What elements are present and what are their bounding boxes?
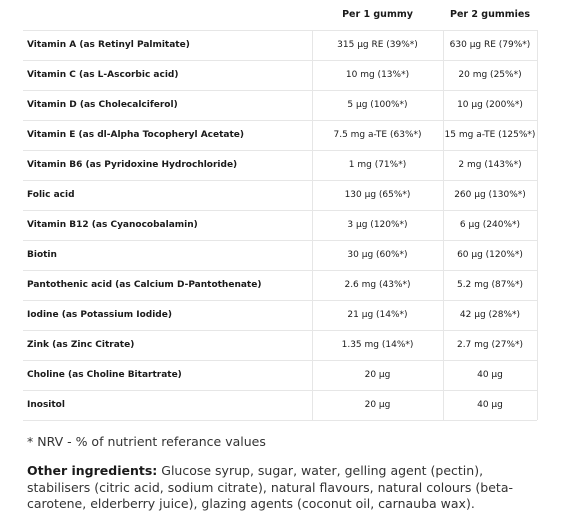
nutrient-name: Vitamin C (as L-Ascorbic acid): [27, 70, 179, 80]
column-divider: [443, 30, 444, 420]
value-per-2-gummies: 630 µg RE (79%*): [449, 40, 531, 50]
value-per-1-gummy: 30 µg (60%*): [347, 250, 408, 260]
table-row: [23, 300, 537, 330]
table-row: [23, 390, 537, 420]
table-body: [23, 30, 537, 420]
table-row: [23, 330, 537, 360]
nutrient-name: Zink (as Zinc Citrate): [27, 340, 135, 350]
value-per-1-gummy: 2.6 mg (43%*): [344, 280, 411, 290]
nutrient-name: Pantothenic acid (as Calcium D-Pantothenate): [27, 280, 262, 290]
value-per-2-gummies: 260 µg (130%*): [454, 190, 526, 200]
table-row: [23, 270, 537, 300]
nutrient-name: Iodine (as Potassium Iodide): [27, 310, 172, 320]
nutrient-name: Biotin: [27, 250, 57, 260]
column-divider: [537, 30, 538, 420]
value-per-2-gummies: 10 µg (200%*): [457, 100, 523, 110]
ingredients-label: Other ingredients:: [27, 463, 158, 478]
value-per-1-gummy: 130 µg (65%*): [344, 190, 411, 200]
nutrient-name: Vitamin B6 (as Pyridoxine Hydrochloride): [27, 160, 238, 170]
table-row: [23, 90, 537, 120]
nutrient-name: Choline (as Choline Bitartrate): [27, 370, 182, 380]
value-per-2-gummies: 40 µg: [477, 400, 503, 410]
value-per-1-gummy: 315 µg RE (39%*): [337, 40, 418, 50]
value-per-1-gummy: 1 mg (71%*): [348, 160, 407, 170]
column-divider: [312, 30, 313, 420]
nutrient-name: Vitamin B12 (as Cyanocobalamin): [27, 220, 198, 230]
value-per-1-gummy: 21 µg (14%*): [347, 310, 408, 320]
value-per-2-gummies: 60 µg (120%*): [457, 250, 523, 260]
value-per-2-gummies: 40 µg: [477, 370, 503, 380]
value-per-1-gummy: 10 mg (13%*): [345, 70, 410, 80]
value-per-2-gummies: 5.2 mg (87%*): [456, 280, 524, 290]
value-per-2-gummies: 2.7 mg (27%*): [456, 340, 524, 350]
table-row: [23, 60, 537, 90]
nutrient-name: Vitamin D (as Cholecalciferol): [27, 100, 178, 110]
table-row: [23, 120, 537, 150]
table-header: [23, 0, 537, 30]
nutrient-name: Folic acid: [27, 190, 75, 200]
value-per-2-gummies: 2 mg (143%*): [458, 160, 522, 170]
value-per-1-gummy: 1.35 mg (14%*): [341, 340, 414, 350]
value-per-2-gummies: 20 mg (25%*): [458, 70, 522, 80]
nutrient-name: Vitamin A (as Retinyl Palmitate): [27, 40, 190, 50]
nutrient-name: Inositol: [27, 400, 65, 410]
header-per-1-gummy: Per 1 gummy: [342, 9, 413, 20]
table-row: [23, 360, 537, 390]
ingredients-text: Glucose syrup, sugar, water, gelling agent (pectin), stabilisers (citric acid, sodium citrate), natural flavours, natural colours (beta-carotene, elderberry juice), glazing agents (coconut oil, carnauba wax).: [27, 463, 513, 511]
value-per-1-gummy: 3 µg (120%*): [347, 220, 408, 230]
value-per-2-gummies: 6 µg (240%*): [459, 220, 521, 230]
nutrient-name: Vitamin E (as dl-Alpha Tocopheryl Acetate): [27, 130, 245, 140]
value-per-1-gummy: 20 µg: [364, 400, 391, 410]
value-per-2-gummies: 15 mg a-TE (125%*): [444, 130, 536, 140]
table-bottom-border: [23, 420, 537, 421]
nrv-footnote: * NRV - % of nutrient referance values: [27, 434, 266, 449]
other-ingredients: [27, 463, 547, 513]
nutrition-table: [23, 0, 537, 420]
table-row: [23, 30, 537, 60]
table-row: [23, 150, 537, 180]
table-row: [23, 240, 537, 270]
value-per-1-gummy: 5 µg (100%*): [347, 100, 408, 110]
table-row: [23, 210, 537, 240]
table-row: [23, 180, 537, 210]
value-per-1-gummy: 7.5 mg a-TE (63%*): [333, 130, 422, 140]
header-per-2-gummies: Per 2 gummies: [449, 9, 531, 20]
value-per-2-gummies: 42 µg (28%*): [459, 310, 521, 320]
value-per-1-gummy: 20 µg: [364, 370, 391, 380]
